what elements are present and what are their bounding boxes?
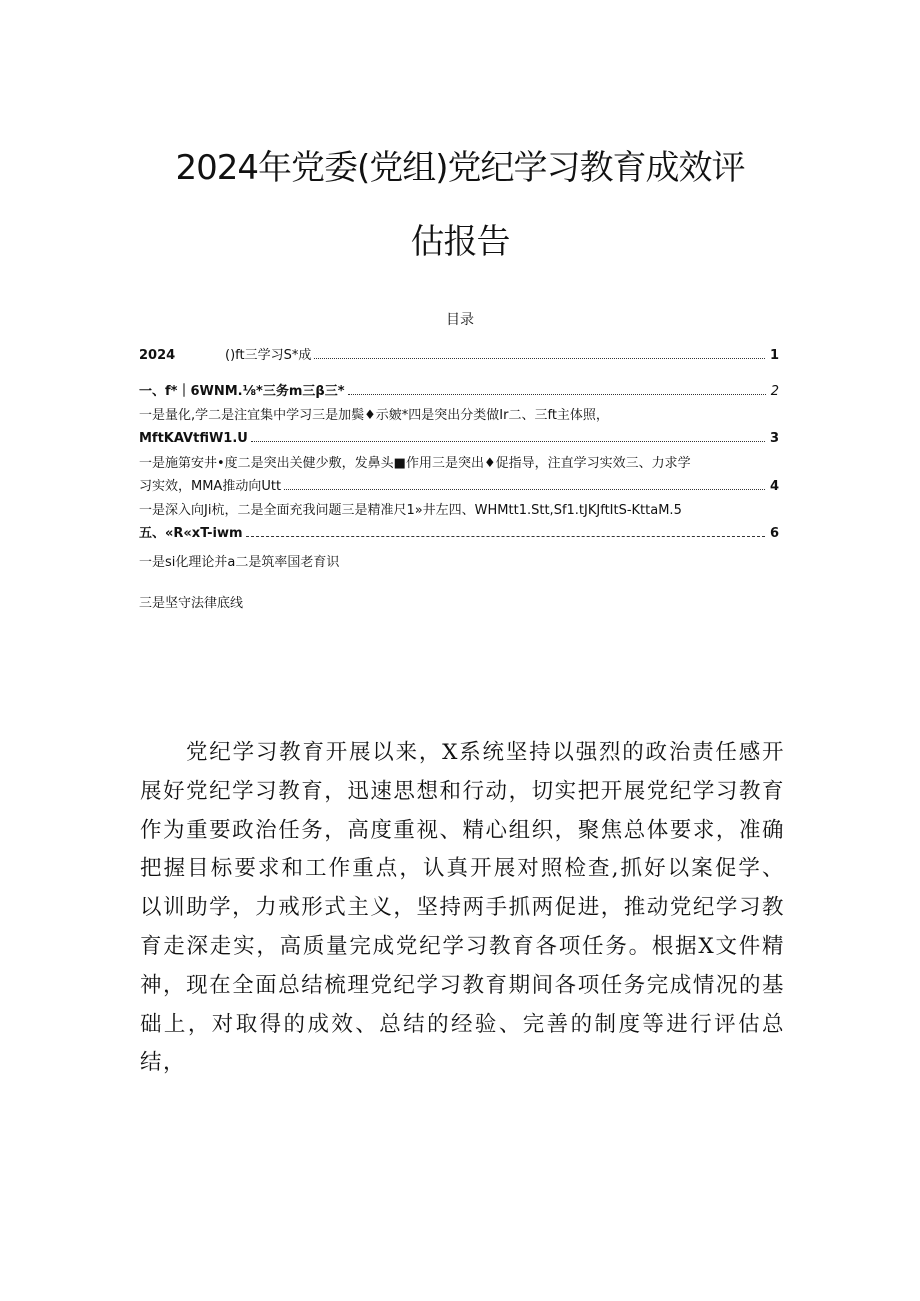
toc-entry-year: 2024: [139, 348, 176, 363]
toc-entry-page: 6: [769, 526, 779, 541]
toc-entry-3[interactable]: [139, 406, 779, 426]
toc-entry-text: 五、«R«xT-iwm: [139, 526, 243, 541]
toc-leader-dots: [314, 345, 765, 359]
document-title-line-2: 估报告: [410, 222, 510, 262]
toc-leader-dots: [251, 428, 765, 442]
toc-leader-dashes: [246, 527, 765, 537]
toc-entry-text: 三是坚守法律底线: [139, 596, 244, 611]
toc-entry-page: 1: [769, 348, 779, 363]
toc-entry-4[interactable]: [139, 428, 779, 448]
toc-entry-2[interactable]: [139, 381, 779, 401]
toc-entry-10[interactable]: [139, 594, 779, 614]
toc-entry-page: 2: [770, 384, 779, 399]
toc-leader-dots: [348, 381, 766, 395]
toc-entry-1[interactable]: [139, 345, 779, 365]
toc-heading: 目录: [446, 312, 474, 328]
toc-entry-text: 一是施第安井•度二是突出关健少敷，发鼻头■作用三是突出♦促指导，注直学习实效三、力求学: [139, 456, 691, 471]
document-title-line-1: 2024年党委(党组)党纪学习教育成效评: [175, 148, 745, 188]
toc-entry-text: ()ft三学习S*成: [225, 348, 312, 363]
toc-entry-5[interactable]: [139, 454, 779, 474]
toc-entry-text: 习实效，MMA推动向Utt: [139, 479, 282, 494]
toc-entry-text: MftKAVtfiW1.U: [139, 431, 248, 446]
toc-entry-text: 一是深入向Ji杭，二是全面充我问题三是精准尺1»井左四、WHMtt1.Stt,Sf1.tJKJftItS-KttaM.5: [139, 503, 682, 518]
toc-entry-8[interactable]: [139, 524, 779, 544]
toc-leader-dots: [284, 476, 765, 490]
toc-entry-9[interactable]: [139, 553, 779, 573]
toc-entry-page: 3: [769, 431, 779, 446]
toc-entry-6[interactable]: [139, 476, 779, 496]
toc-entry-page: 4: [769, 479, 779, 494]
toc-entry-text: 一、f*｜6WNM.⅛*三务m三β三*: [139, 384, 345, 399]
toc-entry-text: 一是si化理论并a二是筑率国老育识: [139, 555, 340, 570]
toc-entry-7[interactable]: [139, 501, 779, 521]
body-paragraph: 党纪学习教育开展以来，X系统坚持以强烈的政治责任感开展好党纪学习教育，迅速思想和行动，切实把开展党纪学习教育作为重要政治任务，高度重视、精心组织，聚焦总体要求，准确把握目标要求和工作重点，认真开展对照检查,抓好以案促学、以训助学，力戒形式主义，坚持两手抓两促进，推动党纪学习教育走深走实，高质量完成党纪学习教育各项任务。根据X文件精神，现在全面总结梳理党纪学习教育期间各项任务完成情况的基础上，对取得的成效、总结的经验、完善的制度等进行评估总结，: [140, 740, 785, 1076]
toc-entry-text: 一是量化,学二是注宜集中学习三是加鬓♦示皴*四是突出分类做Ir二、三ft主体照，: [139, 408, 609, 423]
